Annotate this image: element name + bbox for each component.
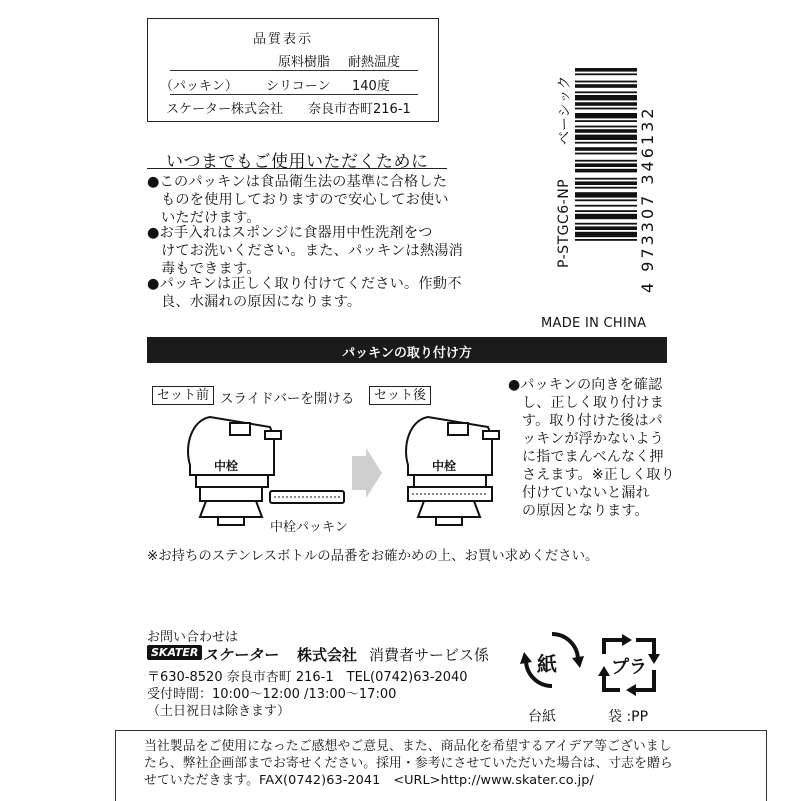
barcode-bar	[575, 68, 637, 72]
stopper-label-before: 中栓	[214, 459, 239, 473]
footer-text	[144, 738, 673, 789]
slide-instruction: スライドバーを開ける	[220, 391, 355, 407]
bullet-text: 毒もできます。	[161, 261, 261, 277]
skater-logo: SKATER	[147, 645, 202, 660]
barcode-bar	[575, 153, 637, 155]
barcode-bar	[575, 95, 637, 100]
barcode-bar	[575, 135, 637, 140]
care-bullet-2	[147, 224, 463, 278]
barcode-bar	[575, 223, 637, 225]
bullet-text: ●パッキンは正しく取り付けてください。作動不	[147, 276, 462, 292]
barcode-bar	[575, 84, 637, 88]
quality-maker-address: 奈良市杏町216-1	[308, 102, 411, 117]
packing-illustration	[268, 487, 348, 509]
barcode-bar	[575, 160, 637, 162]
barcode-bar	[575, 187, 637, 189]
quality-col-material: 原料樹脂	[278, 55, 331, 70]
barcode-bar	[575, 102, 637, 106]
barcode-bar	[575, 113, 637, 118]
arrow-right-icon	[352, 448, 382, 498]
barcode-bar	[575, 108, 637, 110]
bullet-text: ●このパッキンは食品衛生法の基準に合格した	[147, 174, 448, 190]
quality-title: 品質表示	[253, 32, 314, 47]
care-heading-underline	[147, 168, 447, 169]
note-line: す。取り付けた後はパ	[522, 413, 663, 429]
note-line: ●パッキンの向きを確認	[508, 377, 663, 393]
made-in: MADE IN CHINA	[541, 316, 647, 331]
note-line: の原因となります。	[522, 503, 649, 519]
caution-text: ※お持ちのステンレスボトルの品番をお確かめの上、お買い求めください。	[147, 549, 599, 564]
footer-line: 当社製品をご使用になったご感想やご意見、また、商品化を希望するアイデア等ございまし	[144, 739, 672, 754]
barcode-bar	[575, 81, 637, 83]
note-line: 付けていないと漏れ	[522, 485, 650, 501]
footer-box	[115, 730, 767, 801]
care-bullet-3	[147, 275, 462, 311]
plastic-label: 袋 :PP	[608, 709, 649, 725]
barcode-bar	[575, 163, 637, 167]
quality-divider	[170, 70, 418, 71]
barcode-bar	[575, 147, 637, 151]
note-line: に指でまんべんなく押	[522, 449, 664, 465]
care-bullet-1	[147, 173, 449, 227]
bullet-text: いただけます。	[161, 210, 261, 226]
product-name: ベーシック	[557, 75, 573, 145]
install-note	[508, 376, 675, 520]
install-title: パッキンの取り付け方	[342, 346, 472, 361]
note-line: ッキンが浮かないよう	[522, 431, 664, 447]
barcode-bar	[575, 126, 637, 128]
quality-col-heat: 耐熱温度	[348, 55, 401, 70]
contact-hours: 受付時間：10:00～12:00 /13:00～17:00	[147, 687, 397, 702]
barcode-bar	[575, 210, 637, 212]
barcode-bar	[575, 142, 637, 144]
quality-label-box	[147, 18, 439, 122]
paper-mark: 紙	[537, 652, 557, 676]
barcode-bar	[575, 129, 637, 133]
barcode-bar	[575, 181, 637, 185]
product-code: P-STGC6-NP	[556, 178, 572, 268]
contact-address: 〒630-8520 奈良市杏町 216-1 TEL(0742)63-2040	[147, 670, 468, 685]
quality-heat: 140度	[352, 79, 390, 94]
contact-holidays: （土日祝日は除きます）	[147, 704, 291, 719]
barcode-bar	[575, 192, 637, 197]
plastic-mark: プラ	[611, 657, 647, 678]
barcode-bar	[575, 214, 637, 219]
bullet-text: 良、水漏れの原因になります。	[161, 294, 362, 310]
barcode-number: 4 973307 346132	[638, 105, 657, 293]
barcode-bar	[575, 91, 637, 93]
barcode-bar	[575, 205, 637, 207]
packing-label: 中栓パッキン	[270, 520, 348, 535]
footer-line: せていただきます。FAX(0742)63-2041 <URL>http://www.skater.co.jp/	[144, 773, 594, 788]
footer-line: たら、弊社企画部までお寄せください。採用・参考にさせていただいた場合は、寸志を贈ら	[144, 756, 673, 771]
care-heading: いつまでもご使用いただくために	[166, 152, 429, 172]
quality-item: （パッキン）	[160, 79, 238, 94]
note-line: し、正しく取り付けま	[522, 395, 664, 411]
barcode-bar	[575, 239, 637, 241]
barcode-bar	[575, 232, 637, 237]
before-tag: セット前	[152, 386, 214, 405]
barcode-bar	[575, 73, 637, 75]
paper-label: 台紙	[528, 709, 556, 725]
stopper-label-after: 中栓	[432, 459, 457, 473]
quality-maker: スケーター株式会社	[166, 102, 284, 117]
contact-dept: 消費者サービス係	[369, 646, 490, 664]
bullet-text: けてお洗いください。また、パッキンは熱湯消	[161, 243, 463, 259]
barcode-bar	[575, 120, 637, 122]
after-tag: セット後	[369, 386, 431, 405]
barcode-bar	[575, 169, 637, 173]
note-line: さえます。※正しく取り	[522, 467, 675, 483]
company-kana: スケーター	[203, 646, 279, 664]
bullet-text: ものを使用しておりますので安心してお使い	[161, 192, 449, 208]
quality-material: シリコーン	[266, 79, 331, 94]
barcode-bar	[575, 226, 637, 230]
barcode-bar	[575, 178, 637, 180]
barcode-bar	[575, 199, 637, 201]
contact-intro: お問い合わせは	[147, 630, 239, 645]
company-suffix: 株式会社	[297, 646, 358, 664]
install-section-bar	[147, 337, 667, 363]
bullet-text: ●お手入れはスポンジに食器用中性洗剤をつ	[147, 225, 433, 241]
quality-divider	[170, 94, 418, 95]
